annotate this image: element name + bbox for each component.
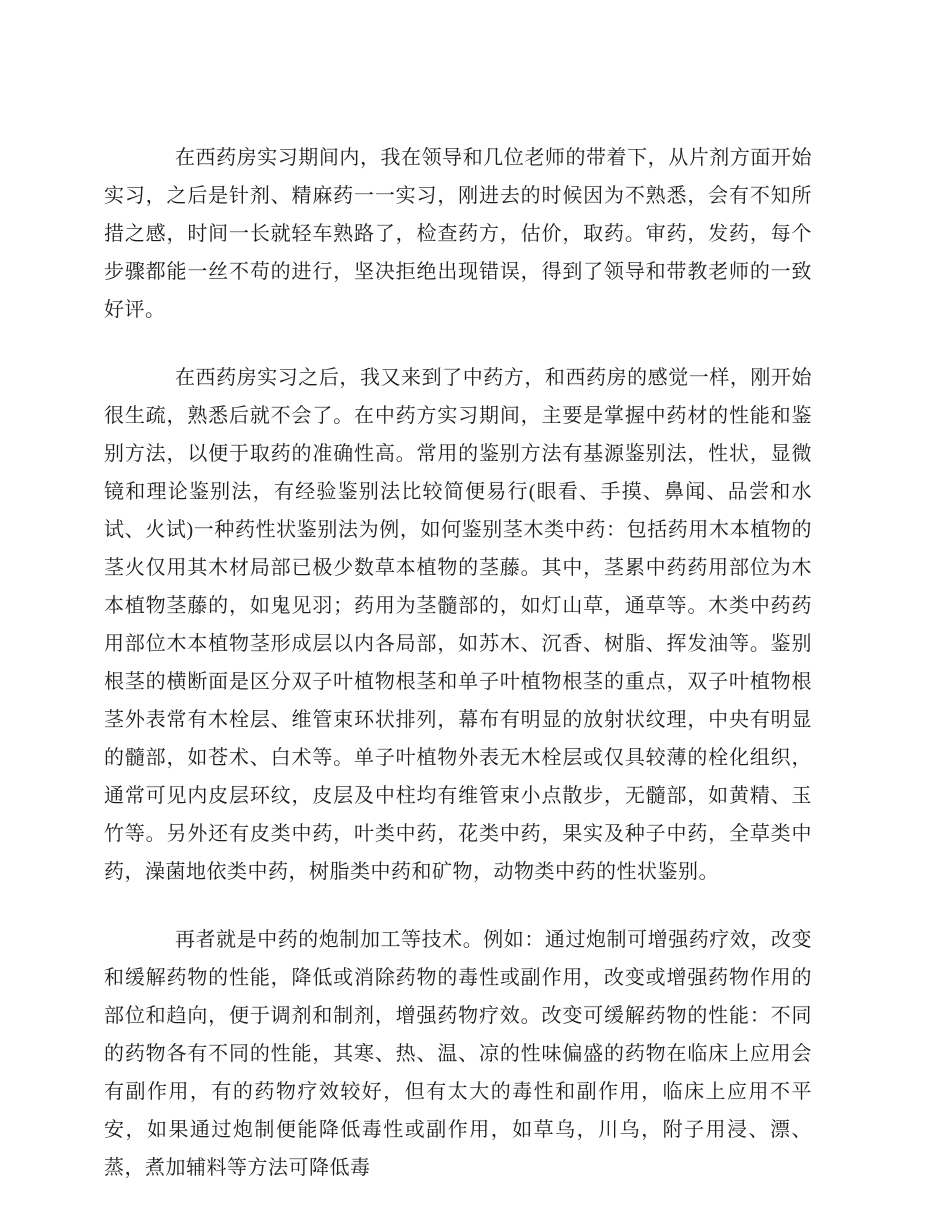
paragraph-west-pharmacy-internship: 在西药房实习期间内，我在领导和几位老师的带着下，从片剂方面开始实习，之后是针剂、精麻药一一实习，刚进去的时候因为不熟悉，会有不知所措之感，时间一长就轻车熟路了，检查药方，估价，取药。审药，发药，每个步骤都能一丝不苟的进行，坚决拒绝出现错误，得到了领导和带教老师的一致好评。 [104, 147, 812, 321]
document-text-block [104, 139, 812, 1187]
paragraph-chinese-medicine-identification: 在西药房实习之后，我又来到了中药方，和西药房的感觉一样，刚开始很生疏，熟悉后就不会了。在中药方实习期间，主要是掌握中药材的性能和鉴别方法，以便于取药的准确性高。常用的鉴别方法有基源鉴别法，性状，显微镜和理论鉴别法，有经验鉴别法比较简便易行(眼看、手摸、鼻闻、品尝和水试、火试)一种药性状鉴别法为例，如何鉴别茎木类中药：包括药用木本植物的茎火仅用其木材局部已极少数草本植物的茎藤。其中，茎累中药药用部位为木本植物茎藤的，如鬼见羽；药用为茎髓部的，如灯山草，通草等。木类中药药用部位木本植物茎形成层以内各局部，如苏木、沉香、树脂、挥发油等。鉴别根茎的横断面是区分双子叶植物根茎和单子叶植物根茎的重点，双子叶植物根茎外表常有木栓层、维管束环状排列，幕布有明显的放射状纹理，中央有明显的髓部，如苍术、白术等。单子叶植物外表无木栓层或仅具较薄的栓化组织，通常可见内皮层环纹，皮层及中柱均有维管束小点散步，无髓部，如黄精、玉竹等。另外还有皮类中药，叶类中药，花类中药，果实及种子中药，全草类中药，澡菌地依类中药，树脂类中药和矿物，动物类中药的性状鉴别。 [104, 367, 812, 883]
paragraph-processing-techniques: 再者就是中药的炮制加工等技术。例如：通过炮制可增强药疗效，改变和缓解药物的性能，降低或消除药物的毒性或副作用，改变或增强药物作用的部位和趋向，便于调剂和制剂，增强药物疗效。改变可缓解药物的性能：不同的药物各有不同的性能，其寒、热、温、凉的性味偏盛的药物在临床上应用会有副作用，有的药物疗效较好，但有太大的毒性和副作用，临床上应用不平安，如果通过炮制便能降低毒性或副作用，如草乌，川乌，附子用浸、漂、蒸，煮加辅料等方法可降低毒 [104, 929, 812, 1179]
